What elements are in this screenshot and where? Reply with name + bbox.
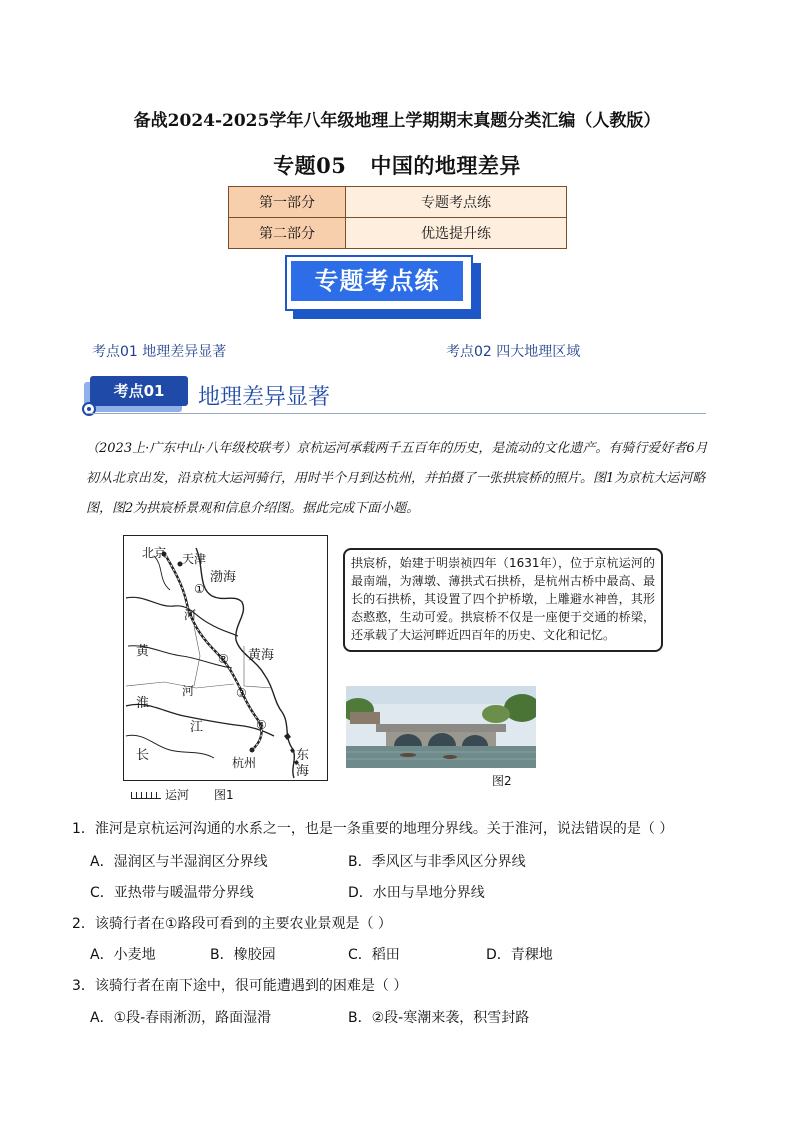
canal-legend-icon [131, 792, 161, 799]
topic-name: 中国的地理差异 [370, 154, 521, 178]
legend-label: 运河 [165, 788, 190, 802]
question-2-option-d[interactable]: D．青稞地 [486, 947, 553, 963]
section-badge-label: 考点01 [113, 382, 165, 400]
label-bohai: 渤海 [210, 570, 237, 585]
main-title: 备战2024-2025学年八年级地理上学期期末真题分类汇编（人教版） [133, 111, 661, 131]
part-label: 第一部分 [229, 187, 346, 218]
topic-label: 专题05 [273, 153, 347, 178]
figure-2-caption: 图2 [492, 774, 512, 788]
question-1-option-d[interactable]: D．水田与旱地分界线 [348, 885, 485, 901]
part-label: 第二部分 [229, 218, 346, 249]
marker-1: ① [194, 582, 205, 596]
part-name: 专题考点练 [346, 187, 567, 218]
question-3-option-b[interactable]: B．②段-寒潮来袭，积雪封路 [348, 1010, 530, 1026]
banner-text: 专题考点练 [291, 261, 463, 301]
divider [86, 413, 706, 414]
table-row [229, 218, 567, 249]
label-donghai-2: 海 [296, 764, 310, 779]
kaodian-link-01[interactable]: 考点01 地理差异显著 [92, 344, 227, 360]
question-1-option-a[interactable]: A．湿润区与半湿润区分界线 [90, 854, 268, 870]
part-name: 优选提升练 [346, 218, 567, 249]
table-row [229, 187, 567, 218]
kaodian-link-02[interactable]: 考点02 四大地理区域 [446, 344, 581, 360]
marker-3: ③ [236, 686, 247, 700]
marker-2: ② [218, 652, 229, 666]
question-1-stem: 1．淮河是京杭运河沟通的水系之一，也是一条重要的地理分界线。关于淮河，说法错误的是（ ） [72, 821, 674, 837]
parts-table [228, 186, 567, 249]
label-huai-1: 淮 [136, 696, 150, 711]
label-jiang-1: 长 [136, 748, 150, 763]
question-2-option-b[interactable]: B．橡胶园 [210, 947, 276, 963]
section-banner [285, 255, 481, 319]
topic-title [0, 150, 794, 180]
bridge-info-box: 拱宸桥，始建于明崇祯四年（1631年），位于京杭运河的最南端，为薄墩、薄拱式石拱桥，是杭州古桥中最高、最长的石拱桥，其设置了四个护桥墩，上雕避水神兽，其形态憨憨，生动可爱。拱宸桥不仅是一座便于交通的桥梁，还承载了大运河畔近四百年的历史、文化和记忆。 [343, 548, 663, 652]
canal-map [123, 535, 328, 781]
question-3-option-a[interactable]: A．①段-春雨淅沥，路面湿滑 [90, 1010, 272, 1026]
bridge-photo-drawing [346, 686, 536, 768]
label-tianjin: 天津 [182, 552, 207, 566]
question-3-stem: 3．该骑行者在南下途中，很可能遭遇到的困难是（ ） [72, 978, 408, 994]
question-2-option-a[interactable]: A．小麦地 [90, 947, 156, 963]
label-donghai-1: 东 [296, 748, 310, 763]
label-huanghai: 黄海 [248, 648, 275, 663]
label-huai-2: 河 [182, 684, 195, 698]
figure-1-caption: 图1 [214, 788, 234, 802]
section-heading: 地理差异显著 [198, 385, 331, 410]
question-2-stem: 2．该骑行者在①路段可看到的主要农业景观是（ ） [72, 916, 392, 932]
intro-paragraph: （2023上·广东中山·八年级校联考）京杭运河承载两千五百年的历史，是流动的文化遗产。有骑行爱好者6月初从北京出发，沿京杭大运河骑行，用时半个月到达杭州，并拍摄了一张拱宸桥的照片。图1为京杭大运河略图，图2为拱宸桥景观和信息介绍图。据此完成下面小题。 [86, 441, 708, 516]
label-hangzhou: 杭州 [232, 756, 257, 770]
label-beijing: 北京 [142, 546, 167, 560]
section-badge [82, 374, 190, 410]
marker-4: ④ [256, 718, 267, 732]
bridge-photo [346, 686, 536, 768]
map-legend [131, 786, 189, 803]
question-1-option-b[interactable]: B．季风区与非季风区分界线 [348, 854, 526, 870]
label-jiang-2: 江 [190, 720, 204, 735]
label-huang-river-2: 河 [184, 608, 197, 622]
label-huang-river-1: 黄 [136, 644, 150, 659]
question-2-option-c[interactable]: C．稻田 [348, 947, 400, 963]
question-1-option-c[interactable]: C．亚热带与暖温带分界线 [90, 885, 254, 901]
